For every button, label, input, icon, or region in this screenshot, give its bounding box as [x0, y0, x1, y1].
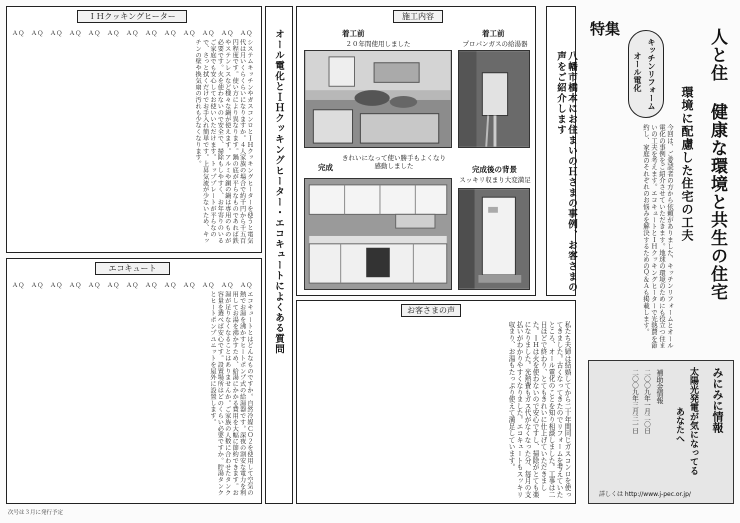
feature-subtitle-2: オール電化: [633, 52, 642, 92]
qa-label: ＡＱ: [145, 282, 158, 289]
case-headline: 八幡市橋本にお住まいのＨさまの事例、お客さまの声をご紹介します: [555, 51, 577, 293]
feature-subtitle-1: キッチンリフォーム: [647, 38, 656, 110]
qa-label: ＡＱ: [107, 30, 120, 37]
qa-label: ＡＱ: [107, 282, 120, 289]
qa-label: ＡＱ: [69, 30, 82, 37]
next-issue-note: 次号は３月に発行予定: [8, 510, 64, 516]
qa-label: ＡＱ: [50, 30, 63, 37]
voice-header: お客さまの声: [401, 304, 461, 317]
qa-label: ＡＱ: [221, 30, 234, 37]
ecocute-qa-header: エコキュート: [95, 262, 170, 275]
voice-section: [296, 300, 576, 504]
qa-label: ＡＱ: [31, 282, 44, 289]
case-headline-band: [546, 6, 576, 296]
qa-label: ＡＱ: [126, 30, 139, 37]
qa-label: ＡＱ: [221, 282, 234, 289]
qa-label: ＡＱ: [240, 30, 253, 37]
after-ecocute-image: [459, 189, 529, 289]
ad-period-1: 二〇〇九年一月二〇日: [643, 369, 651, 434]
ad-main-1: 太陽光発電が気になってる: [688, 367, 698, 475]
qa-label: ＡＱ: [202, 30, 215, 37]
feature-intro: 今回は、ご愛読者の方から依頼がありました、キッチンリフォームとオール電化の事例をご紹介させていただきます。地球の環境のためにも役立つ住まいの工夫を考えます。エコキュートとＩＨクッキングヒーターで光熱費を節約し、家庭のそれぞれのお悩みを解決するためのＱ＆Ａも掲載します。: [642, 124, 674, 349]
construction-header: 施工内容: [393, 10, 443, 23]
after-caption-1: きれいになって使い勝手もよくなり感動しました: [342, 154, 446, 170]
ad-period-2: 二〇〇九年三月三一日: [631, 369, 639, 434]
before-label-1: 着工前: [342, 29, 365, 38]
before-kitchen-photo: [304, 50, 452, 148]
qa-label: ＡＱ: [88, 282, 101, 289]
after-kitchen-photo: [304, 178, 452, 290]
ad-banner: みにみに情報: [711, 367, 724, 433]
ih-qa-header: ＩＨクッキングヒーター: [77, 10, 187, 23]
qa-label: ＡＱ: [183, 30, 196, 37]
ad-detail[interactable]: 詳しくは http://www.j-pec.or.jp/: [599, 491, 691, 498]
after-label-2: 完成後の背景: [472, 165, 517, 174]
before-heater-image: [459, 51, 529, 147]
ih-qa-labels: [12, 28, 256, 36]
faq-headline-band: [265, 6, 293, 504]
ad-main-2: あなたへ: [674, 407, 684, 443]
qa-label: ＡＱ: [31, 30, 44, 37]
ih-qa-body: システムキッチンやガスコンロとＩＨクッキングヒーターを使うと電気代は月いくらくらいになりますか。４人家族の場合で約千円から千五百円程度です。使い方により異なります。鍋の底が平らなものであれば鉄やステンレスなど様々な鍋が使えます。アルミや銅の鍋は専用のものが必要です。火を使わないので安全で、掃除もしやすく、お年寄りのいるご家庭でも安心してお使いいただけます。トッププレートが平らなので、さっと拭くだけでお手入れ簡単です。上昇気流が少ないため、キッチンの壁や換気扇の汚れも少なくなります。: [194, 39, 253, 244]
qa-label: ＡＱ: [88, 30, 101, 37]
before-caption-1: ２０年間使用しました: [345, 40, 411, 48]
qa-label: ＡＱ: [164, 282, 177, 289]
qa-label: ＡＱ: [12, 30, 25, 37]
ecocute-qa-body: エコキュートとはどんなものですか。自然冷媒ＣＯ２を使用して空気の熱でお湯を沸かすヒートポンプ式の給湯器です。深夜の割安な電力を利用してお湯を沸かすため、給湯にかかる費用を大幅に節約できます。お湯が足りなくなることはありませんか。ご家族の人数に合わせたタンク容量を選べば安心です。設置場所はどのくらい必要ですか。貯湯タンクとヒートポンプユニットを屋外に設置します。: [208, 291, 253, 496]
qa-label: ＡＱ: [202, 282, 215, 289]
qa-label: ＡＱ: [240, 282, 253, 289]
feature-label: 特集: [590, 20, 621, 38]
qa-label: ＡＱ: [164, 30, 177, 37]
qa-label: ＡＱ: [183, 282, 196, 289]
mini-info-ad: [588, 360, 734, 504]
after-ecocute-photo: [458, 188, 530, 290]
feature-title-main: 人と住 健康な環境と共生の住宅: [707, 28, 727, 301]
qa-label: ＡＱ: [69, 282, 82, 289]
after-kitchen-image: [305, 179, 451, 289]
voice-body: 私たち夫婦は結婚してから二十年間同じガスコンロを使ってきました。古くなってきたのでリフォームを考えていたところ、オール電化のことを知り相談しました。工事は二日ほどで終わり、とてもきれいに仕上げていただきました。ＩＨは火を使わないので安心ですし、掃除がとても楽になりました。光熱費もガス代がなくなった分、毎月の支払いがわかりやすくなりました。エコキュートもスッキリ収まり、お湯もたっぷり使えて満足しています。: [507, 321, 571, 498]
before-kitchen-image: [305, 51, 451, 147]
qa-label: ＡＱ: [145, 30, 158, 37]
ih-qa-section: [6, 6, 262, 253]
qa-label: ＡＱ: [126, 282, 139, 289]
qa-label: ＡＱ: [12, 282, 25, 289]
ecocute-qa-labels: [12, 280, 256, 288]
before-heater-photo: [458, 50, 530, 148]
feature-title-sub: 環境に配慮した住宅の工夫: [680, 86, 694, 242]
after-caption-2: スッキリ収まり大変満足: [459, 176, 531, 184]
faq-headline: オール電化とＩＨクッキングヒーター・エコキュートによくある質問: [273, 29, 284, 355]
qa-label: ＡＱ: [50, 282, 63, 289]
ecocute-qa-section: [6, 258, 262, 504]
ad-subsidy: 補助金情報: [656, 369, 664, 404]
after-label-1: 完成: [318, 163, 333, 172]
before-caption-2: プロパンガスの給湯器: [462, 40, 528, 48]
before-label-2: 着工前: [482, 29, 505, 38]
